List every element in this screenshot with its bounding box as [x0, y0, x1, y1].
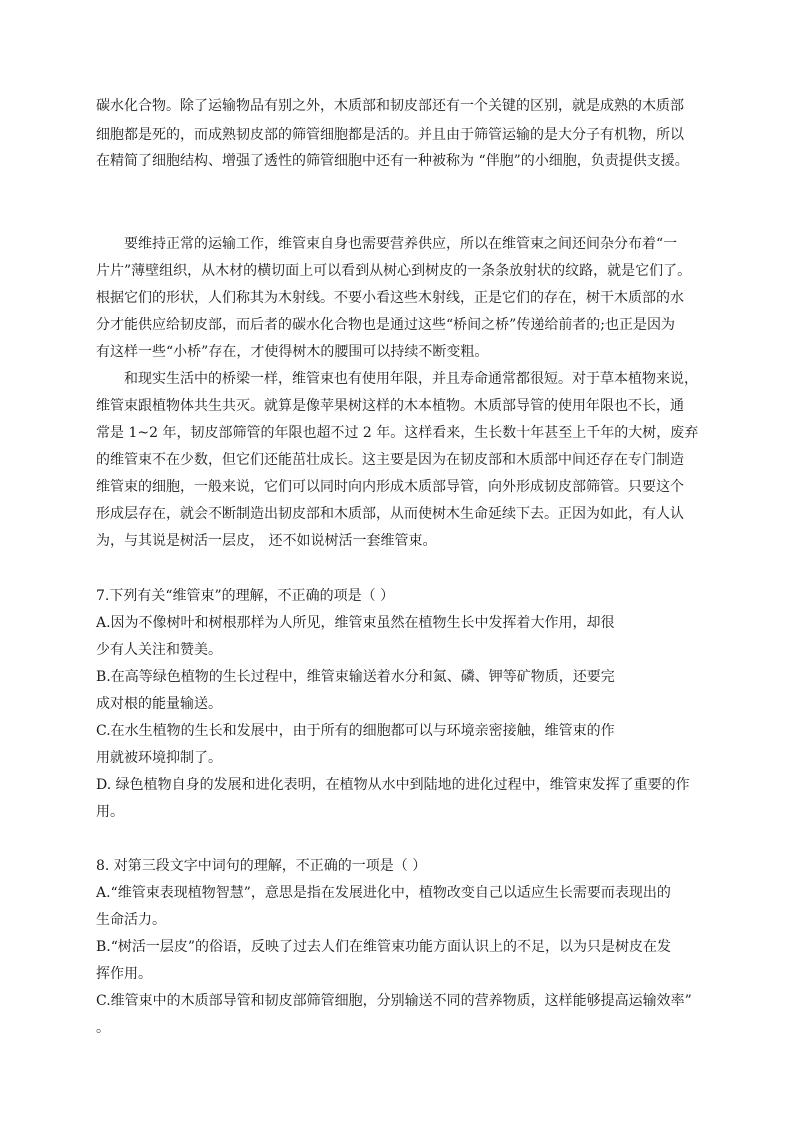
passage-p2-line-4: 分才能供应给韧皮部，而后者的碳水化合物也是通过这些“桥间之桥”传递给前者的;也正是因为 — [96, 317, 676, 333]
passage-p2-line-1: 要维持正常的运输工作，维管束自身也需要营养供应，所以在维管束之间还间杂分布着“一 — [124, 236, 678, 252]
passage-p2-line-5: 有这样一些“小桥”存在，才使得树木的腰围可以持续不断变粗。 — [96, 344, 489, 360]
passage-p1-line-3: 在精简了细胞结构、增强了透性的筛管细胞中还有一种被称为 “伴胞”的小细胞，负责提供支援。 — [96, 153, 689, 169]
question-7-option-b-line-1: B.在高等绿色植物的生长过程中，维管束输送着水分和氮、磷、钾等矿物质，还要完 — [96, 669, 615, 685]
question-7-option-d-line-2: 用。 — [96, 804, 124, 820]
passage-p3-line-6: 形成层存在，就会不断制造出韧皮部和木质部，从而使树木生命延续下去。正因为如此，有人认 — [96, 506, 684, 522]
question-8-option-b-line-1: B.“树活一层皮”的俗语，反映了过去人们在维管束功能方面认识上的不足，以为只是树皮在发 — [96, 939, 672, 955]
question-7-option-a-line-2: 少有人关注和赞美。 — [96, 642, 222, 658]
question-7-option-a-line-1: A.因为不像树叶和树根那样为人所见，维管束虽然在植物生长中发挥着大作用，却很 — [96, 615, 615, 631]
passage-p3-line-2: 维管束跟植物体共生共灭。就算是像苹果树这样的木本植物。木质部导管的使用年限也不长，通 — [96, 398, 684, 414]
passage-p3-line-5: 维管束的细胞，一般来说，它们可以同时向内形成木质部导管，向外形成韧皮部筛管。只要这个 — [96, 479, 684, 495]
question-8-option-a-line-1: A.“维管束表现植物智慧”，意思是指在发展进化中，植物改变自己以适应生长需要而表现出的 — [96, 885, 671, 901]
question-8-option-a-line-2: 生命活力。 — [96, 912, 166, 928]
question-8-option-c-line-2: 。 — [96, 1020, 110, 1036]
question-7-option-c-line-1: C.在水生植物的生长和发展中，由于所有的细胞都可以与环境亲密接触，维管束的作 — [96, 723, 615, 739]
question-7-option-d-line-1: D. 绿色植物自身的发展和进化表明，在植物从水中到陆地的进化过程中，维管束发挥了重要的作 — [96, 777, 690, 793]
passage-p1-line-2: 细胞都是死的，而成熟韧皮部的筛管细胞都是活的。并且由于筛管运输的是大分子有机物，所以 — [96, 127, 684, 143]
passage-p3-line-7: 为，与其说是树活一层皮， 还不如说树活一套维管束。 — [96, 533, 437, 549]
question-8-option-c-line-1: C.维管束中的木质部导管和韧皮部筛管细胞，分别输送不同的营养物质，这样能够提高运输效率” — [96, 993, 692, 1009]
passage-p3-line-4: 的维管束不在少数，但它们还能茁壮成长。这主要是因为在韧皮部和木质部中间还存在专门制造 — [96, 452, 684, 468]
question-8-option-b-line-2: 挥作用。 — [96, 966, 152, 982]
passage-p3-line-3: 常是 1~2 年，韧皮部筛管的年限也超不过 2 年。这样看来，生长数十年甚至上千年的大树，废弃 — [96, 425, 699, 441]
question-7-option-c-line-2: 用就被环境抑制了。 — [96, 750, 222, 766]
passage-p3-line-1: 和现实生活中的桥梁一样，维管束也有使用年限，并且寿命通常都很短。对于草本植物来说， — [124, 371, 698, 387]
passage-p2-line-2: 片片”薄壁组织，从木材的横切面上可以看到从树心到树皮的一条条放射状的纹路，就是它们了。 — [96, 263, 692, 279]
question-7-option-b-line-2: 成对根的能量输送。 — [96, 696, 222, 712]
question-8-stem: 8. 对第三段文字中词句的理解，不正确的一项是（ ） — [96, 858, 427, 874]
passage-p2-line-3: 根据它们的形状，人们称其为木射线。不要小看这些木射线，正是它们的存在，树干木质部的水 — [96, 290, 684, 306]
question-7-stem: 7.下列有关“维管束”的理解，不正确的项是（ ） — [96, 588, 395, 604]
passage-p1-line-1: 碳水化合物。除了运输物品有别之外，木质部和韧皮部还有一个关键的区别，就是成熟的木质部 — [96, 98, 684, 114]
